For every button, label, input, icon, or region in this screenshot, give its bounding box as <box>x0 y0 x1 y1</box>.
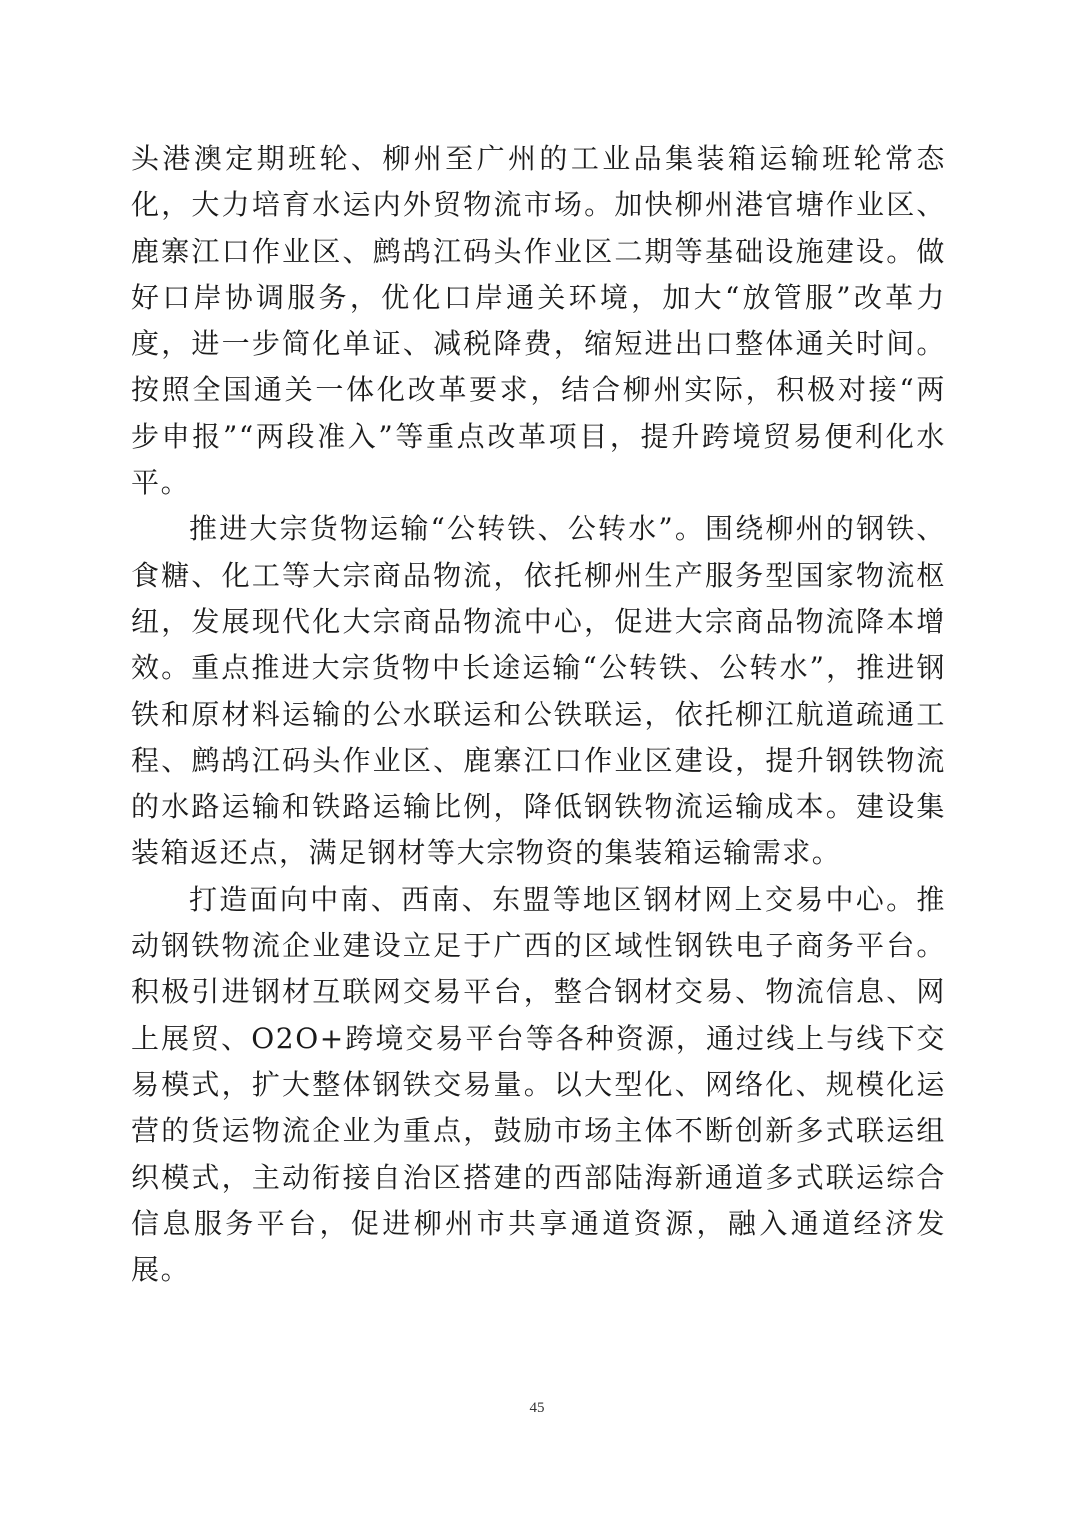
paragraph-port-logistics: 头港澳定期班轮、柳州至广州的工业品集装箱运输班轮常态化，大力培育水运内外贸物流市场。加快柳州港官塘作业区、鹿寨江口作业区、鹧鸪江码头作业区二期等基础设施建设。做好口岸协调服务，优化口岸通关环境，加大“放管服”改革力度，进一步简化单证、减税降费，缩短进出口整体通关时间。按照全国通关一体化改革要求，结合柳州实际，积极对接“两步申报”“两段准入”等重点改革项目，提升跨境贸易便利化水平。 <box>131 142 946 500</box>
paragraph-bulk-cargo-transport: 推进大宗货物运输“公转铁、公转水”。围绕柳州的钢铁、食糖、化工等大宗商品物流，依托柳州生产服务型国家物流枢纽，发展现代化大宗商品物流中心，促进大宗商品物流降本增效。重点推进大宗货物中长途运输“公转铁、公转水”，推进钢铁和原材料运输的公水联运和公铁联运，依托柳江航道疏通工程、鹧鸪江码头作业区、鹿寨江口作业区建设，提升钢铁物流的水路运输和铁路运输比例，降低钢铁物流运输成本。建设集装箱返还点，满足钢材等大宗物资的集装箱运输需求。 <box>131 512 946 870</box>
page-number: 45 <box>529 1400 545 1416</box>
paragraph-steel-trading-center: 打造面向中南、西南、东盟等地区钢材网上交易中心。推动钢铁物流企业建设立足于广西的区域性钢铁电子商务平台。积极引进钢材互联网交易平台，整合钢材交易、物流信息、网上展贸、O2O+跨境交易平台等各种资源，通过线上与线下交易模式，扩大整体钢铁交易量。以大型化、网络化、规模化运营的货运物流企业为重点，鼓励市场主体不断创新多式联运组织模式，主动衔接自治区搭建的西部陆海新通道多式联运综合信息服务平台，促进柳州市共享通道资源，融入通道经济发展。 <box>131 882 946 1287</box>
body-text <box>131 136 946 1293</box>
